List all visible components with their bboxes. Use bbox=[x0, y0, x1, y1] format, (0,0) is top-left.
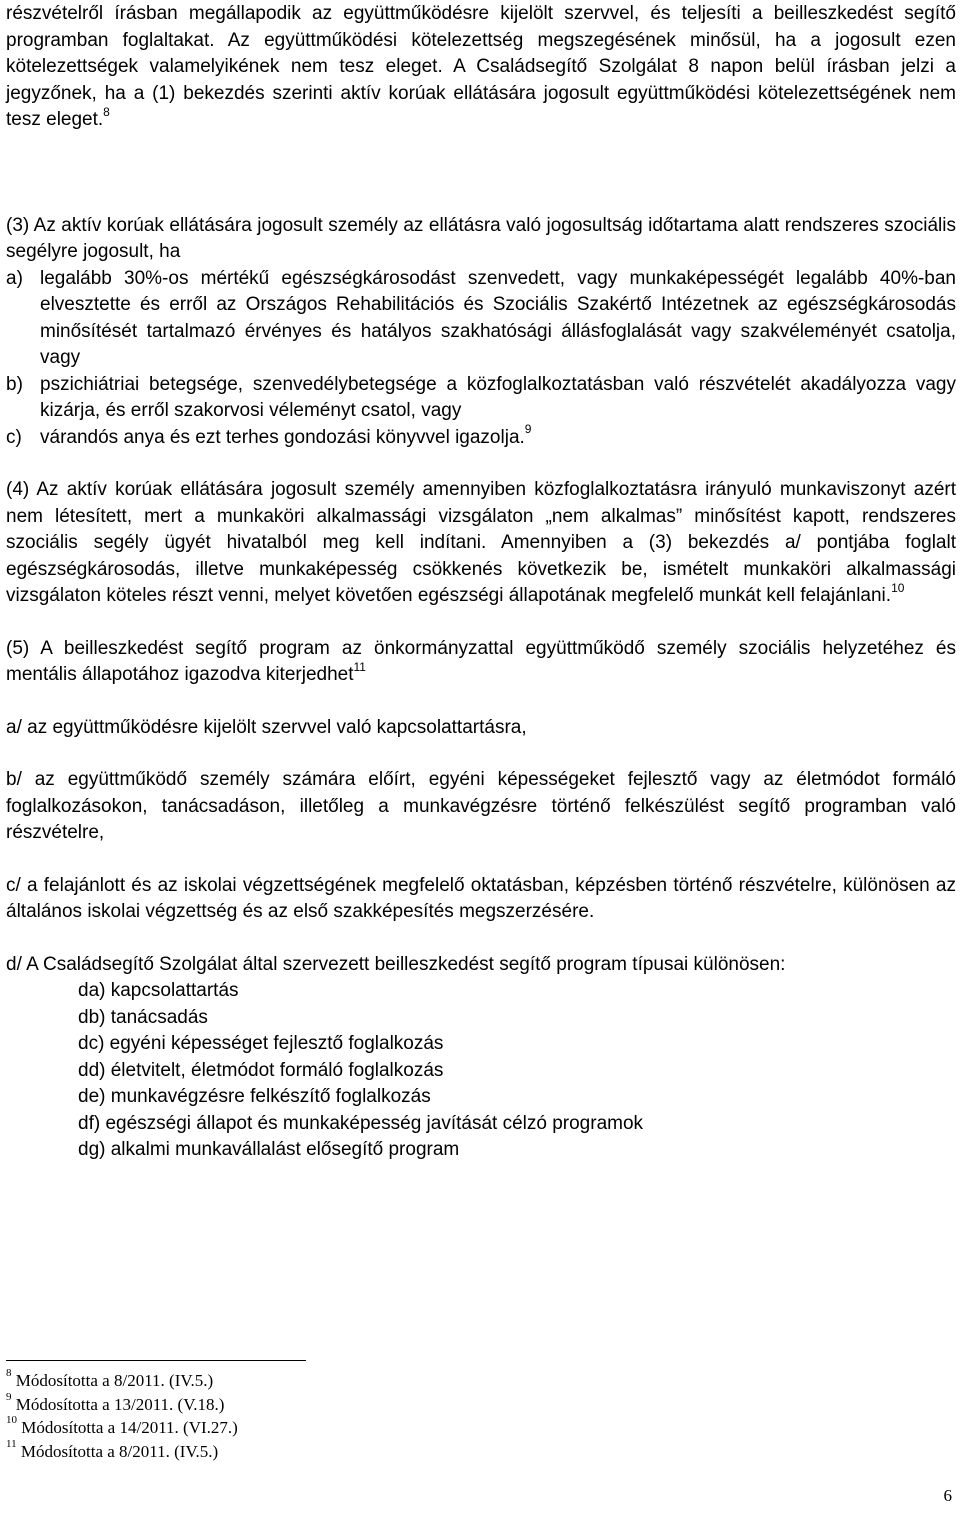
page-number: 6 bbox=[943, 1486, 952, 1505]
paragraph-5: (5) A beilleszkedést segítő program az önkormányzattal együttműködő személy szociális helyzetéhez és mentális állapotához igazodva kiterjedhet$^{11}$ bbox=[6, 637, 956, 685]
paragraph-3-lead: (3) Az aktív korúak ellátására jogosult személy az ellátásra való jogosultság időtartama alatt rendszeres szociális segélyre jogosult, ha bbox=[6, 214, 956, 262]
footnote-ref-11[interactable]: 11 bbox=[353, 659, 366, 674]
footnote-number: 10 bbox=[6, 1414, 17, 1427]
footnote-number: 9 bbox=[6, 1390, 12, 1403]
list-item: de) munkavégzésre felkészítő foglalkozás bbox=[78, 1086, 431, 1107]
footnote-ref-9[interactable]: 9 bbox=[524, 422, 532, 437]
footnote-separator bbox=[6, 1360, 306, 1361]
footnote bbox=[6, 1416, 606, 1440]
footnote bbox=[6, 1369, 606, 1393]
paragraph-5-d: d/ A Családsegítő Szolgálat által szervezett beilleszkedést segítő program típusai különösen: bbox=[6, 953, 786, 975]
list-marker: c) bbox=[6, 426, 22, 448]
paragraph-4: (4) Az aktív korúak ellátására jogosult személy amennyiben közfoglalkoztatásra irányuló munkaviszonyt azért nem létesített, mert a munkaköri alkalmassági vizsgálaton „nem alkalmas” minősítést kapott, rendszeres szociális segély ügyét hivatalból meg kell indítani. Amennyiben a (3) bekezdés a/ pontjába foglalt egészségkárosodás, illetve munkaképesség csökkenés következik be, ismételt munkaköri alkalmassági vizsgálaton köteles részt venni, melyet követően egészségi állapotának megfelelő munkát kell felajánlani.$^{10}$ bbox=[6, 479, 956, 606]
list-item: dg) alkalmi munkavállalást elősegítő program bbox=[78, 1139, 460, 1160]
document-page bbox=[6, 0, 956, 1164]
paragraph-5-a: a/ az együttműködésre kijelölt szervvel való kapcsolattartásra, bbox=[6, 716, 527, 738]
list-item: dd) életvitelt, életmódot formáló foglalkozás bbox=[78, 1059, 444, 1081]
list-item: db) tanácsadás bbox=[78, 1006, 208, 1028]
footnote bbox=[6, 1390, 606, 1417]
list-item bbox=[6, 266, 956, 372]
list-item-text: várandós anya és ezt terhes gondozási könyvvel igazolja. bbox=[40, 426, 525, 448]
footnote-text: Módosította a 13/2011. (V.18.) bbox=[15, 1394, 225, 1414]
list-marker: b) bbox=[6, 373, 23, 395]
list-item: df) egészségi állapot és munkaképesség javítását célzó programok bbox=[78, 1112, 644, 1134]
paragraph-5-c: c/ a felajánlott és az iskolai végzettségének megfelelő oktatásban, képzésben történő részvételre, különösen az általános iskolai végzettség és az első szakképesítés megszerzésére. bbox=[6, 874, 956, 922]
footnote-text: Módosította a 8/2011. (IV.5.) bbox=[20, 1441, 219, 1461]
footnote-number: 11 bbox=[6, 1437, 17, 1450]
list-item bbox=[6, 422, 956, 452]
footnote-text: Módosította a 14/2011. (VI.27.) bbox=[21, 1418, 238, 1437]
footnote bbox=[6, 1437, 606, 1464]
paragraph-3-list bbox=[6, 266, 956, 452]
program-types-list bbox=[6, 978, 956, 1164]
list-marker: a) bbox=[6, 267, 23, 289]
list-item-text: pszichiátriai betegsége, szenvedélybetegsége a közfoglalkoztatásban való részvételét akadályozza vagy kizárja, és erről szakorvosi véleményt csatol, vagy bbox=[40, 373, 956, 421]
footnote-number: 8 bbox=[6, 1367, 12, 1380]
paragraph-5-b: b/ az együttműködő személy számára előírt, egyéni képességeket fejlesztő vagy az életmódot formáló foglalkozásokon, tanácsadáson, illetőleg a munkavégzésre történő felkészülést segítő programban való részvételre, bbox=[6, 769, 956, 843]
list-item: da) kapcsolattartás bbox=[78, 980, 239, 1001]
list-item bbox=[6, 372, 956, 425]
paragraph-intro: részvételről írásban megállapodik az együttműködésre kijelölt szervvel, és teljesíti a beilleszkedést segítő programban foglaltakat. Az együttműködési kötelezettség megszegésének minősül, ha a jogosult ezen kötelezettségek valamelyikének nem tesz eleget. A Családsegítő Szolgálat 8 napon belül írásban jelzi a jegyzőnek, ha a (1) bekezdés szerinti aktív korúak ellátására jogosult együttműködési kötelezettségének nem tesz eleget.$^8$ bbox=[6, 3, 956, 130]
footnote-text: Módosította a 8/2011. (IV.5.) bbox=[15, 1371, 214, 1390]
footnote-ref-8[interactable]: 8 bbox=[103, 104, 110, 119]
list-item: dc) egyéni képességet fejlesztő foglalkozás bbox=[78, 1033, 444, 1054]
footnotes bbox=[6, 1360, 606, 1463]
footnote-ref-10[interactable]: 10 bbox=[891, 580, 905, 595]
list-item-text: legalább 30%-os mértékű egészségkárosodást szenvedett, vagy munkaképességét legalább 40%-ban elvesztette és erről az Országos Rehabilitációs és Szociális Szakértő Intézetnek az egészségkárosodás minősítését tartalmazó érvényes és hatályos szakhatósági állásfoglalását vagy szakvéleményét csatolja, vagy bbox=[40, 267, 956, 368]
